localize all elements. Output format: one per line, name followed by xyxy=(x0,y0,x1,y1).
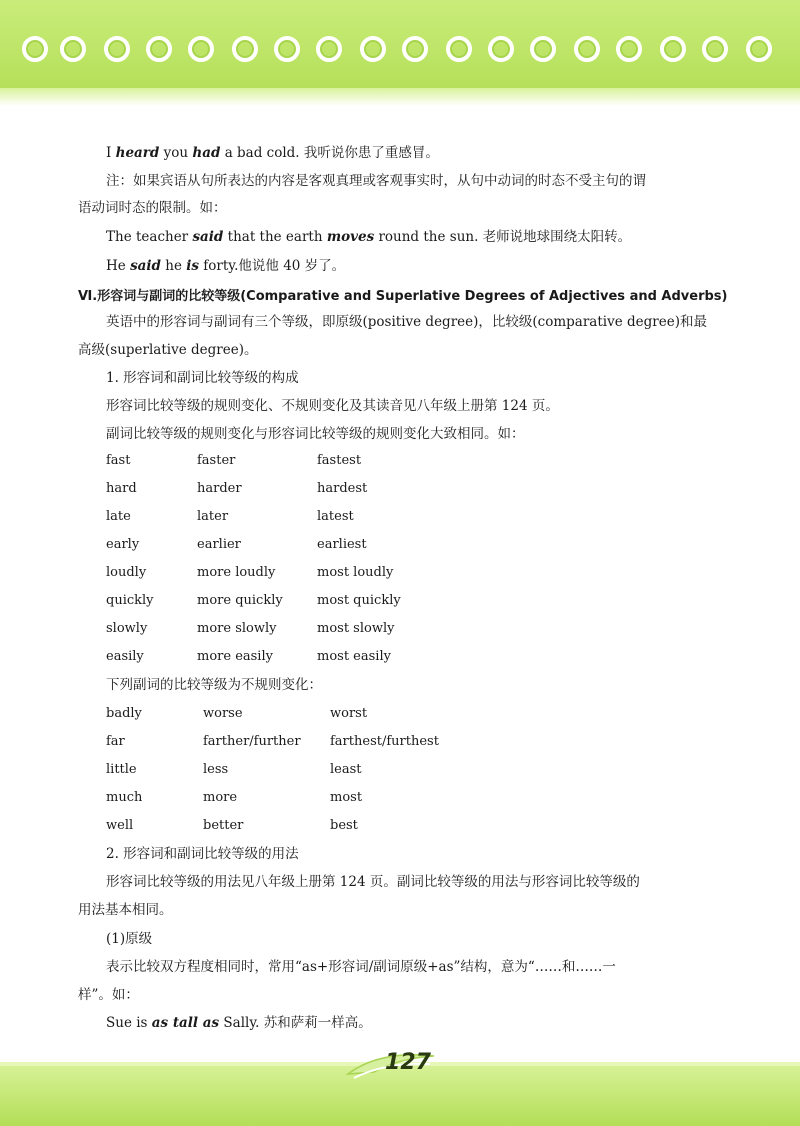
table-cell: easily xyxy=(106,649,144,664)
table-cell: latest xyxy=(317,509,354,524)
table-cell: most loudly xyxy=(317,565,394,580)
ring-icon xyxy=(316,36,342,62)
ring-icon xyxy=(746,36,772,62)
text: Sally. 苏和萨莉一样高。 xyxy=(219,1015,372,1031)
subheading: 1. 形容词和副词比较等级的构成 xyxy=(106,370,299,386)
ring-icon xyxy=(22,36,48,62)
text: round the sun. 老师说地球围绕太阳转。 xyxy=(374,229,632,245)
table-cell: well xyxy=(106,818,134,833)
table-cell: less xyxy=(203,762,229,777)
table-cell: fast xyxy=(106,453,131,468)
table-cell: more loudly xyxy=(197,565,276,580)
text: The teacher xyxy=(106,229,193,245)
table-cell: farther/further xyxy=(203,734,301,749)
emphasis: said xyxy=(130,258,161,274)
table-cell: more easily xyxy=(197,649,273,664)
example-said-moves xyxy=(106,228,631,246)
table-cell: most slowly xyxy=(317,621,395,636)
text: He xyxy=(106,258,131,274)
paragraph-line: 下列副词的比较等级为不规则变化： xyxy=(106,677,322,693)
paragraph-line: 英语中的形容词与副词有三个等级，即原级(positive degree)，比较级(comparative degree)和最 xyxy=(106,314,707,330)
example-as-tall-as xyxy=(106,1014,372,1032)
paragraph-line: 表示比较双方程度相同时，常用“as+形容词/副词原级+as”结构，意为“……和……一 xyxy=(106,959,616,975)
table-cell: slowly xyxy=(106,621,148,636)
page-number: 127 xyxy=(385,1050,431,1075)
ring-icon xyxy=(360,36,386,62)
emphasis: said xyxy=(192,229,224,245)
ring-icon xyxy=(232,36,258,62)
table-cell: harder xyxy=(197,481,242,496)
table-cell: much xyxy=(106,790,143,805)
paragraph-line: 高级(superlative degree)。 xyxy=(78,342,258,358)
table-cell: quickly xyxy=(106,593,154,608)
table-cell: earlier xyxy=(197,537,241,552)
subheading: (1)原级 xyxy=(106,931,153,947)
text: you xyxy=(159,145,193,161)
table-cell: least xyxy=(330,762,362,777)
ring-icon xyxy=(616,36,642,62)
emphasis: is xyxy=(186,258,199,274)
ring-icon xyxy=(274,36,300,62)
emphasis: moves xyxy=(326,229,375,245)
subheading: 2. 形容词和副词比较等级的用法 xyxy=(106,846,299,862)
note-line-2: 语动词时态的限制。如： xyxy=(78,200,227,216)
table-cell: best xyxy=(330,818,358,833)
example-said-is xyxy=(106,257,345,275)
paragraph-line: 形容词比较等级的用法见八年级上册第 124 页。副词比较等级的用法与形容词比较等级的 xyxy=(106,874,640,890)
table-cell: faster xyxy=(197,453,236,468)
table-cell: badly xyxy=(106,706,142,721)
ring-icon xyxy=(574,36,600,62)
table-cell: loudly xyxy=(106,565,147,580)
header-fade xyxy=(0,88,800,106)
table-cell: hard xyxy=(106,481,137,496)
paragraph-line: 形容词比较等级的规则变化、不规则变化及其读音见八年级上册第 124 页。 xyxy=(106,398,559,414)
table-cell: more quickly xyxy=(197,593,283,608)
decorative-rings xyxy=(0,36,800,70)
text: he xyxy=(160,258,187,274)
emphasis: heard xyxy=(115,145,160,161)
table-cell: worse xyxy=(203,706,243,721)
table-cell: farthest/furthest xyxy=(330,734,439,749)
table-cell: little xyxy=(106,762,137,777)
text: forty.他说他 40 岁了。 xyxy=(199,258,346,274)
table-cell: fastest xyxy=(317,453,362,468)
text: I xyxy=(106,145,116,161)
table-cell: late xyxy=(106,509,131,524)
ring-icon xyxy=(104,36,130,62)
table-cell: most xyxy=(330,790,363,805)
ring-icon xyxy=(146,36,172,62)
emphasis: as tall as xyxy=(151,1015,220,1031)
paragraph-line: 用法基本相同。 xyxy=(78,902,173,918)
section-heading: Ⅵ.形容词与副词的比较等级(Comparative and Superlative Degrees of Adjectives and Adverbs) xyxy=(78,289,728,304)
table-cell: earliest xyxy=(317,537,367,552)
ring-icon xyxy=(702,36,728,62)
ring-icon xyxy=(530,36,556,62)
ring-icon xyxy=(488,36,514,62)
paragraph-line: 样”。如： xyxy=(78,987,139,1003)
table-cell: most easily xyxy=(317,649,391,664)
table-cell: more xyxy=(203,790,238,805)
ring-icon xyxy=(446,36,472,62)
table-cell: far xyxy=(106,734,125,749)
example-heard xyxy=(106,144,439,162)
text: Sue is xyxy=(106,1015,152,1031)
table-cell: early xyxy=(106,537,140,552)
table-cell: later xyxy=(197,509,229,524)
ring-icon xyxy=(402,36,428,62)
table-cell: worst xyxy=(330,706,368,721)
table-cell: most quickly xyxy=(317,593,401,608)
note-line-1: 注：如果宾语从句所表达的内容是客观真理或客观事实时，从句中动词的时态不受主句的谓 xyxy=(106,173,646,189)
text: that the earth xyxy=(223,229,327,245)
ring-icon xyxy=(188,36,214,62)
paragraph-line: 副词比较等级的规则变化与形容词比较等级的规则变化大致相同。如： xyxy=(106,426,525,442)
ring-icon xyxy=(660,36,686,62)
table-cell: hardest xyxy=(317,481,368,496)
text: a bad cold. 我听说你患了重感冒。 xyxy=(220,145,439,161)
emphasis: had xyxy=(192,145,221,161)
table-cell: more slowly xyxy=(197,621,277,636)
table-cell: better xyxy=(203,818,244,833)
ring-icon xyxy=(60,36,86,62)
